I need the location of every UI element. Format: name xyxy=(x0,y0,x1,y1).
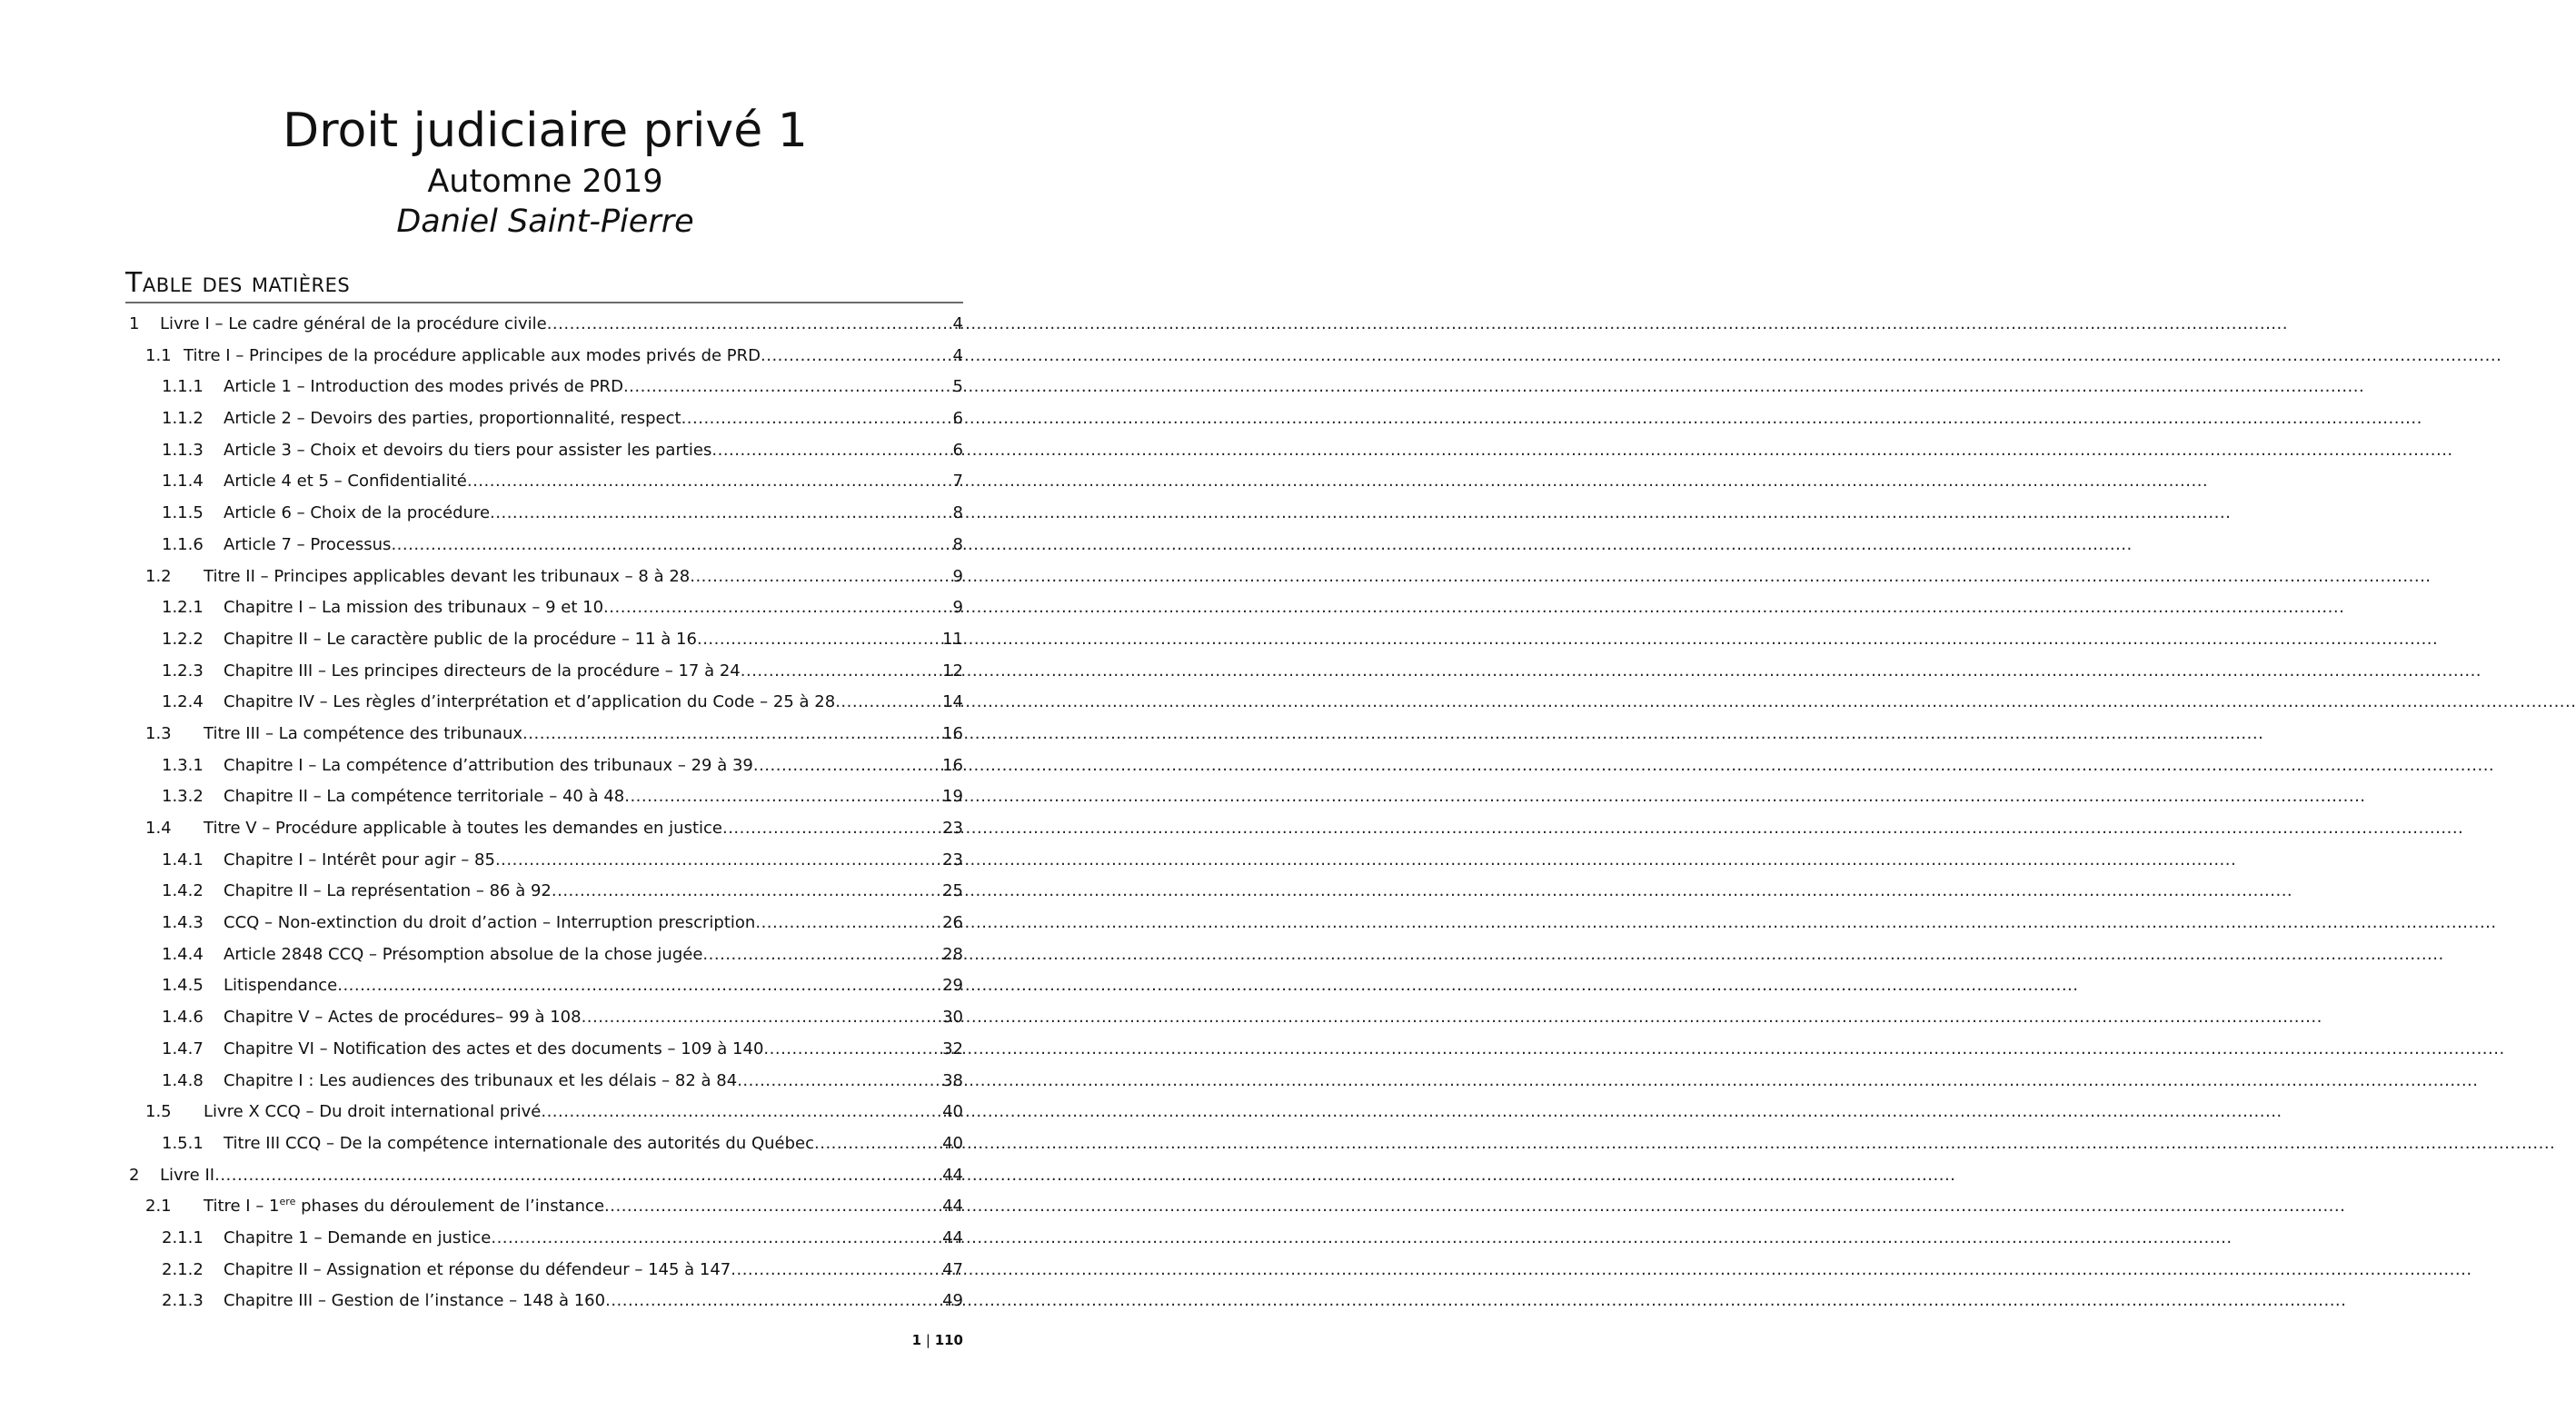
toc-entry[interactable] xyxy=(125,498,963,530)
toc-leader-dots xyxy=(702,939,942,971)
toc-leader-dots xyxy=(681,403,953,435)
toc-entry-title: Titre III CCQ – De la compétence internationale des autorités du Québec xyxy=(224,1133,814,1153)
toc-leader-dots xyxy=(697,624,942,656)
toc-entry-number: 1.3.2 xyxy=(162,787,204,807)
toc-entry-title: Article 1 – Introduction des modes privés de PRD xyxy=(224,377,623,397)
toc-entry-page: 40 xyxy=(942,1102,963,1122)
toc-leader-dots xyxy=(690,561,952,593)
toc-entry-page: 9 xyxy=(952,598,963,618)
toc-leader-dots xyxy=(624,781,942,813)
toc-entry-page: 44 xyxy=(942,1227,963,1247)
toc-entry-number: 1.4.8 xyxy=(162,1070,204,1090)
toc-entry[interactable] xyxy=(125,1097,963,1128)
toc-entry[interactable] xyxy=(125,970,963,1002)
toc-entry-number: 1.4.6 xyxy=(162,1008,204,1028)
toc-entry-title: Chapitre V – Actes de procédures– 99 à 108 xyxy=(224,1008,582,1028)
toc-leader-dots xyxy=(541,1097,942,1128)
toc-entry[interactable] xyxy=(125,435,963,467)
toc-entry[interactable] xyxy=(125,592,963,624)
toc-leader-dots xyxy=(722,813,942,845)
toc-entry-number: 1.1 xyxy=(145,345,172,365)
toc-entry-page: 11 xyxy=(942,629,963,649)
toc-entry-number: 1.4.7 xyxy=(162,1038,204,1058)
toc-entry[interactable] xyxy=(125,1223,963,1255)
toc-entry-number: 1.1.4 xyxy=(162,472,204,492)
toc-leader-dots xyxy=(547,309,953,341)
page-number-footer xyxy=(912,1331,963,1349)
toc-entry-page: 32 xyxy=(942,1038,963,1058)
toc-entry-page: 47 xyxy=(942,1259,963,1279)
toc-entry-title: Chapitre II – La représentation – 86 à 92 xyxy=(224,881,552,901)
toc-entry-number: 2.1.2 xyxy=(162,1259,204,1279)
toc-entry-number: 1.1.5 xyxy=(162,503,204,523)
toc-entry-title: Chapitre II – Le caractère public de la procédure – 11 à 16 xyxy=(224,629,697,649)
toc-entry-number: 1.2.3 xyxy=(162,661,204,681)
toc-entry-page: 30 xyxy=(942,1008,963,1028)
toc-entry-number: 1.1.6 xyxy=(162,534,204,554)
toc-entry[interactable] xyxy=(125,1255,963,1287)
toc-entry-number: 1.2 xyxy=(145,566,172,586)
toc-entry-page: 6 xyxy=(952,409,963,429)
toc-entry-title xyxy=(204,1191,604,1223)
toc-entry[interactable] xyxy=(125,781,963,813)
toc-leader-dots xyxy=(605,1286,942,1317)
toc-entry-page: 8 xyxy=(952,503,963,523)
toc-leader-dots xyxy=(214,1160,942,1192)
toc-entry-number: 1.4 xyxy=(145,819,172,838)
toc-entry[interactable] xyxy=(125,1128,963,1160)
toc-entry-title: Chapitre III – Gestion de l’instance – 148 à 160 xyxy=(224,1291,606,1311)
toc-entry[interactable] xyxy=(125,876,963,908)
toc-leader-dots xyxy=(467,466,953,498)
toc-leader-dots xyxy=(731,1255,942,1287)
toc-leader-dots xyxy=(582,1002,943,1034)
toc-entry[interactable] xyxy=(125,530,963,561)
toc-entry-number: 1.2.1 xyxy=(162,598,204,618)
toc-entry-title: Livre X CCQ – Du droit international privé xyxy=(204,1102,542,1122)
toc-leader-dots xyxy=(814,1128,942,1160)
toc-entry-number: 1.1.3 xyxy=(162,440,204,460)
toc-leader-dots xyxy=(711,435,952,467)
toc-leader-dots xyxy=(753,750,942,782)
toc-entry-page: 12 xyxy=(942,661,963,681)
toc-entry-page: 14 xyxy=(942,692,963,712)
toc-entry-page: 23 xyxy=(942,850,963,869)
toc-entry-title: Article 2848 CCQ – Présomption absolue de la chose jugée xyxy=(224,944,703,964)
toc-entry-page: 28 xyxy=(942,944,963,964)
toc-entry-page: 44 xyxy=(942,1197,963,1217)
toc-entry[interactable] xyxy=(125,750,963,782)
document-subtitle: Automne 2019 xyxy=(427,164,663,200)
page-separator: | xyxy=(925,1332,930,1348)
toc-entry-title: Titre V – Procédure applicable à toutes les demandes en justice xyxy=(204,819,722,838)
toc-entry-page: 25 xyxy=(942,881,963,901)
toc-entry[interactable] xyxy=(125,372,963,403)
toc-entry-title: Titre I – Principes de la procédure applicable aux modes privés de PRD xyxy=(184,345,761,365)
toc-leader-dots xyxy=(490,498,953,530)
toc-leader-dots xyxy=(522,719,942,750)
toc-leader-dots xyxy=(391,530,952,561)
toc-entry-number: 1.4.5 xyxy=(162,976,204,996)
toc-entry[interactable] xyxy=(125,908,963,939)
toc-entry[interactable] xyxy=(125,341,963,373)
document-author: Daniel Saint-Pierre xyxy=(396,204,694,240)
toc-leader-dots xyxy=(552,876,942,908)
toc-entry-number: 1.4.1 xyxy=(162,850,204,869)
toc-entry[interactable] xyxy=(125,1066,963,1098)
toc-leader-dots xyxy=(623,372,953,403)
toc-entry[interactable] xyxy=(125,1002,963,1034)
toc-entry[interactable] xyxy=(125,466,963,498)
toc-leader-dots xyxy=(337,970,942,1002)
toc-leader-dots xyxy=(835,687,942,719)
toc-entry-number: 1.4.2 xyxy=(162,881,204,901)
toc-entry-number: 1.1.2 xyxy=(162,409,204,429)
toc-entry-number: 2.1 xyxy=(145,1197,172,1217)
toc-leader-dots xyxy=(741,656,942,688)
toc-entry-page: 16 xyxy=(942,723,963,743)
toc-entry-page: 40 xyxy=(942,1133,963,1153)
toc-entry-number: 1 xyxy=(129,314,140,333)
toc-entry-page: 19 xyxy=(942,787,963,807)
toc-entry-number: 1.5.1 xyxy=(162,1133,204,1153)
toc-entry[interactable] xyxy=(125,687,963,719)
toc-entry-title: Livre I – Le cadre général de la procédure civile xyxy=(160,314,547,333)
toc-entry-title: Chapitre I : Les audiences des tribunaux et les délais – 82 à 84 xyxy=(224,1070,738,1090)
toc-entry-title: Article 6 – Choix de la procédure xyxy=(224,503,491,523)
toc-entry[interactable] xyxy=(125,813,963,845)
toc-entry-page: 49 xyxy=(942,1291,963,1311)
toc-entry-page: 44 xyxy=(942,1165,963,1185)
toc-entry-title: Livre II xyxy=(160,1165,215,1185)
toc-leader-dots xyxy=(737,1066,942,1098)
document-title: Droit judiciaire privé 1 xyxy=(283,104,808,158)
toc-entry-title: Article 4 et 5 – Confidentialité xyxy=(224,472,467,492)
toc-leader-dots xyxy=(495,845,942,877)
toc-entry[interactable] xyxy=(125,719,963,750)
toc-heading: Table des matières xyxy=(125,265,963,303)
toc-entry-title: Chapitre VI – Notification des actes et des documents – 109 à 140 xyxy=(224,1038,764,1058)
toc-entry-number: 1.2.2 xyxy=(162,629,204,649)
toc-entry-page: 9 xyxy=(952,566,963,586)
toc-entry[interactable] xyxy=(125,403,963,435)
toc-entry[interactable] xyxy=(125,1286,963,1317)
toc-entry-number: 1.3 xyxy=(145,723,172,743)
toc-entry-number: 2.1.1 xyxy=(162,1227,204,1247)
toc-entry-page: 7 xyxy=(952,472,963,492)
toc-entry[interactable] xyxy=(125,1160,963,1192)
toc-entry-title: Chapitre I – Intérêt pour agir – 85 xyxy=(224,850,495,869)
toc-entry[interactable] xyxy=(125,656,963,688)
superscript: ere xyxy=(279,1196,296,1208)
toc-entry-page: 23 xyxy=(942,819,963,838)
toc-entry-number: 1.5 xyxy=(145,1102,172,1122)
toc-entry-number: 2 xyxy=(129,1165,140,1185)
toc-entry-number: 1.4.4 xyxy=(162,944,204,964)
toc-entry-title: Chapitre 1 – Demande en justice xyxy=(224,1227,492,1247)
toc-entry-title: Chapitre I – La compétence d’attribution des tribunaux – 29 à 39 xyxy=(224,755,753,775)
toc-entry-title: Litispendance xyxy=(224,976,338,996)
toc-entry-page: 8 xyxy=(952,534,963,554)
toc-entry-title: Article 7 – Processus xyxy=(224,534,392,554)
toc-leader-dots xyxy=(603,592,953,624)
toc-entry-title-part: Titre I – 1 xyxy=(204,1197,280,1217)
total-pages: 110 xyxy=(934,1332,963,1348)
toc-entry-number: 2.1.3 xyxy=(162,1291,204,1311)
toc-entry[interactable] xyxy=(125,624,963,656)
toc-entry-page: 38 xyxy=(942,1070,963,1090)
toc-entry[interactable] xyxy=(125,1191,963,1223)
toc-entry-page: 6 xyxy=(952,440,963,460)
toc-entry-title: CCQ – Non-extinction du droit d’action – Interruption prescription xyxy=(224,913,756,933)
toc-entry[interactable] xyxy=(125,845,963,877)
toc-entry[interactable] xyxy=(125,309,963,341)
toc-entry-title: Chapitre I – La mission des tribunaux – 9 et 10 xyxy=(224,598,604,618)
toc-entry[interactable] xyxy=(125,1034,963,1066)
toc-leader-dots xyxy=(491,1223,942,1255)
toc-leader-dots xyxy=(763,1034,942,1066)
toc-entry-title-part: phases du déroulement de l’instance xyxy=(295,1197,605,1217)
toc-entry-number: 1.4.3 xyxy=(162,913,204,933)
toc-entry-title: Article 3 – Choix et devoirs du tiers pour assister les parties xyxy=(224,440,712,460)
toc-entry-title: Chapitre IV – Les règles d’interprétation et d’application du Code – 25 à 28 xyxy=(224,692,836,712)
current-page-number: 1 xyxy=(911,1332,922,1348)
toc-entry-page: 4 xyxy=(952,314,963,333)
toc-entry-page: 26 xyxy=(942,913,963,933)
toc-entry[interactable] xyxy=(125,561,963,593)
toc-leader-dots xyxy=(761,341,953,373)
toc-entry-title: Chapitre II – Assignation et réponse du défendeur – 145 à 147 xyxy=(224,1259,731,1279)
toc-entry-title: Chapitre III – Les principes directeurs de la procédure – 17 à 24 xyxy=(224,661,741,681)
toc-entry[interactable] xyxy=(125,939,963,971)
toc-entry-page: 5 xyxy=(952,377,963,397)
toc-entry-page: 29 xyxy=(942,976,963,996)
toc-entry-title: Article 2 – Devoirs des parties, proportionnalité, respect xyxy=(224,409,681,429)
toc-entry-page: 4 xyxy=(952,345,963,365)
table-of-contents xyxy=(125,309,963,1317)
toc-entry-page: 16 xyxy=(942,755,963,775)
toc-entry-title: Titre II – Principes applicables devant les tribunaux – 8 à 28 xyxy=(204,566,691,586)
toc-leader-dots xyxy=(755,908,942,939)
toc-entry-number: 1.3.1 xyxy=(162,755,204,775)
toc-entry-number: 1.2.4 xyxy=(162,692,204,712)
toc-entry-title: Chapitre II – La compétence territoriale – 40 à 48 xyxy=(224,787,625,807)
toc-leader-dots xyxy=(604,1191,942,1223)
toc-entry-number: 1.1.1 xyxy=(162,377,204,397)
toc-entry-title: Titre III – La compétence des tribunaux xyxy=(204,723,523,743)
